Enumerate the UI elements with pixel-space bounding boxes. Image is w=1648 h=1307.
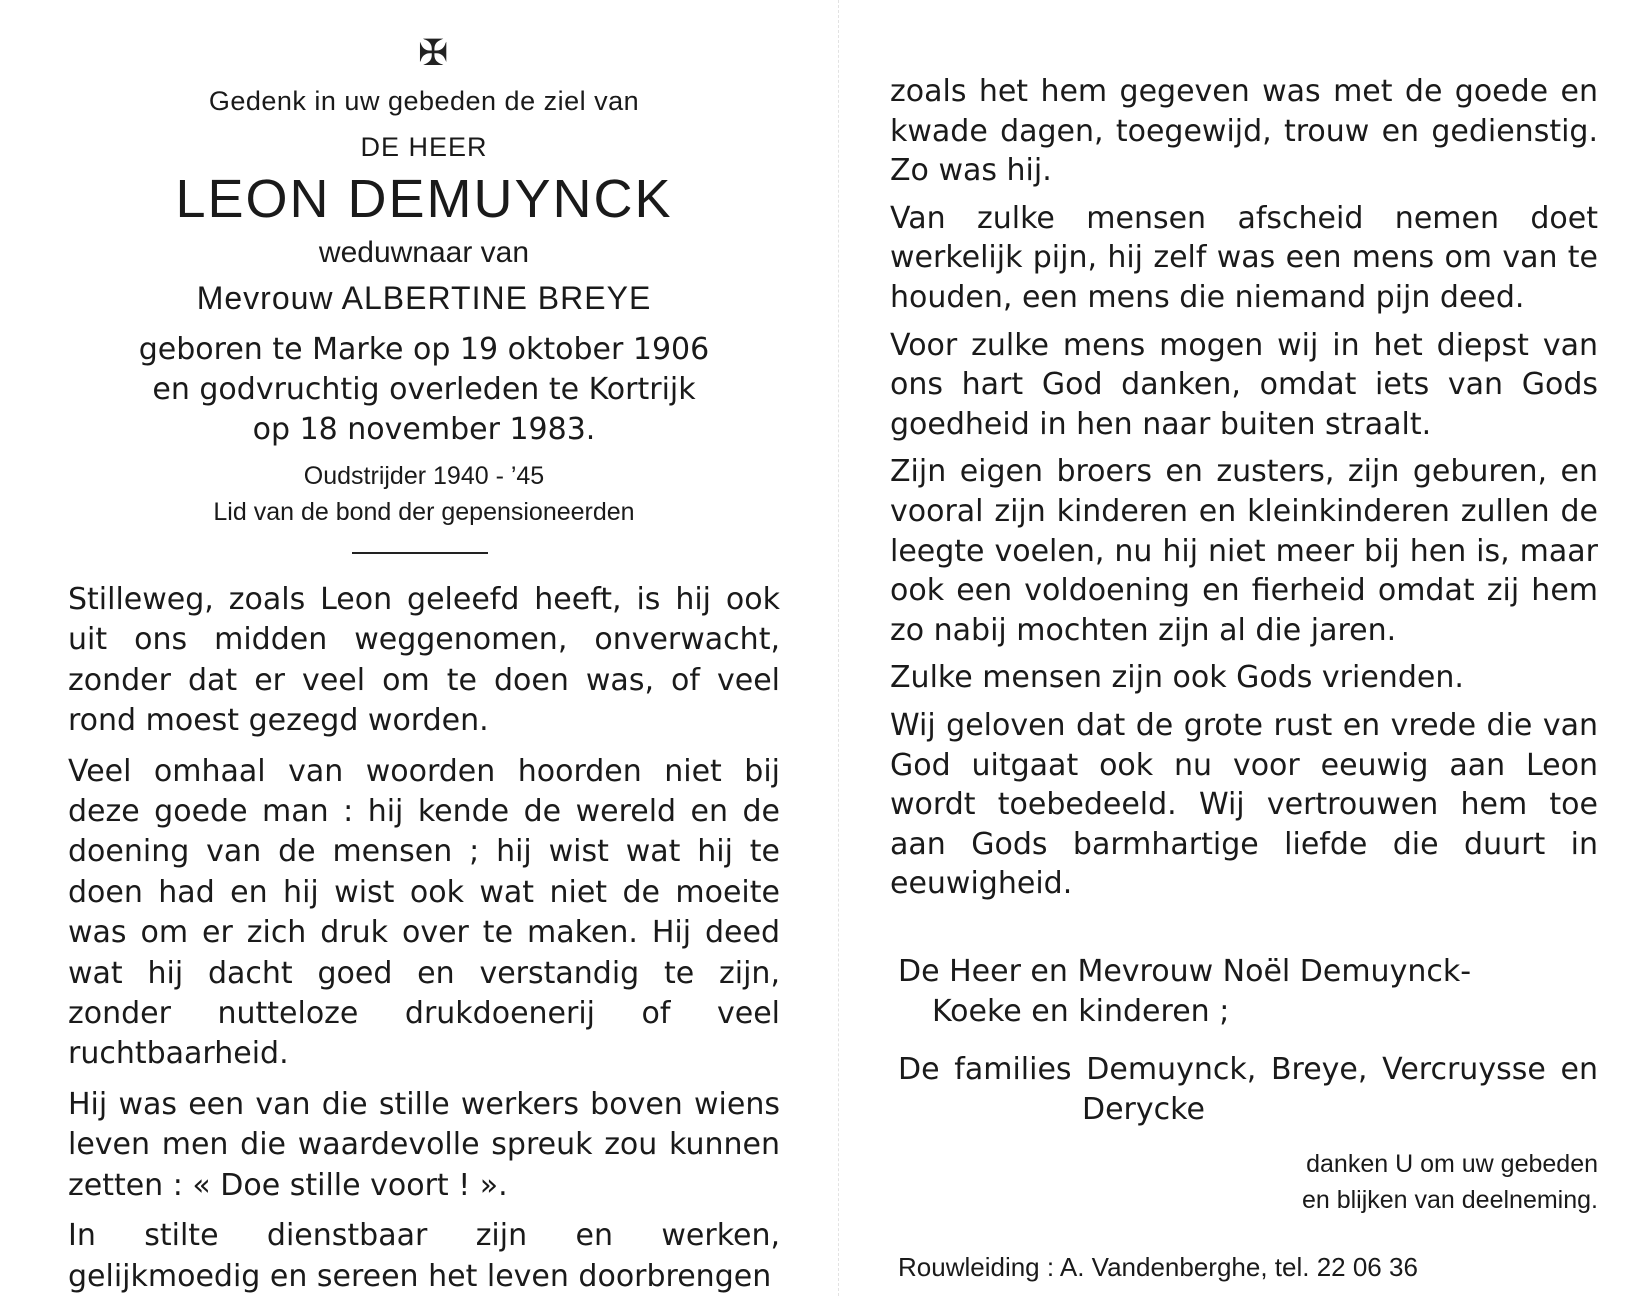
left-paragraph: Veel omhaal van woorden hoorden niet bij deze goede man : hij kende de wereld en de doening van de mensen ; hij wist wat hij te doen had en hij wist ook wat niet de moeite was om er zich druk over te maken. Hij deed wat hij dacht goed en verstandig te zijn, zonder nutteloze drukdoenerij of veel ruchtbaarheid. [68, 753, 780, 1072]
fold-line [838, 0, 839, 1296]
spouse-name: Mevrouw ALBERTINE BREYE [196, 280, 652, 316]
right-paragraph: zoals het hem gegeven was met de goede en kwade dagen, toegewijd, trouw en gedienstig. Zo was hij. [890, 74, 1598, 189]
family-line-2: Koeke en kinderen ; [932, 994, 1230, 1029]
right-paragraph: Van zulke mensen afscheid nemen doet werkelijk pijn, hij zelf was een mens om van te houden, een mens die niemand pijn deed. [890, 200, 1598, 315]
right-paragraph: Voor zulke mens mogen wij in het diepst van ons hart God danken, omdat iets van Gods goedheid in hen naar buiten straalt. [890, 327, 1598, 442]
thanks-line-2: en blijken van deelneming. [1301, 1186, 1598, 1214]
family-line-4: Derycke [1082, 1092, 1205, 1127]
died-date-line: op 18 november 1983. [252, 412, 596, 447]
right-paragraph: Zulke mensen zijn ook Gods vrienden. [890, 660, 1464, 696]
veteran-line: Oudstrijder 1940 - ’45 [303, 462, 545, 490]
right-paragraph: Zijn eigen broers en zusters, zijn geburen, en vooral zijn kinderen en kleinkinderen zullen de leegte voelen, nu hij niet meer bij hen is, maar ook een voldoening en fierheid omdat zij hem zo nabij mochten zijn al die jaren. [890, 454, 1598, 648]
died-line: en godvruchtig overleden te Kortrijk [152, 372, 696, 407]
left-paragraph: In stilte dienstbaar zijn en werken, gelijkmoedig en sereen het leven doorbrengen [68, 1218, 780, 1294]
left-text-column [68, 580, 780, 1307]
family-line-1: De Heer en Mevrouw Noël Demuynck- [898, 954, 1472, 989]
cross-icon: ✠ [418, 33, 449, 74]
right-text-column [890, 72, 1598, 912]
gedenk-line: Gedenk in uw gebeden de ziel van [208, 86, 640, 116]
divider [352, 552, 488, 554]
right-paragraph: Wij geloven dat de grote rust en vrede die van God uitgaat ook nu voor eeuwig aan Leon wordt toebedeeld. Wij vertrouwen hem toe aan Gods barmhartige liefde die duurt in eeuwigheid. [890, 707, 1598, 902]
title-line: DE HEER [360, 132, 488, 162]
left-paragraph: Stilleweg, zoals Leon geleefd heeft, is hij ook uit ons midden weggenomen, onverwacht, zonder dat er veel om te doen was, of veel rond moest gezegd worden. [68, 582, 780, 739]
widower-line: weduwnaar van [318, 236, 530, 269]
deceased-name: LEON DEMUYNCK [175, 169, 673, 229]
thanks-block [1302, 1146, 1598, 1218]
left-paragraph: Hij was een van die stille werkers boven wiens leven men die waardevolle spreuk zou kunnen zetten : « Doe stille voort ! ». [68, 1086, 780, 1203]
family-line-3: De families Demuynck, Breye, Vercruysse en [898, 1052, 1598, 1087]
birth-death-block [68, 330, 780, 450]
roles-block [68, 458, 780, 530]
funeral-director: Rouwleiding : A. Vandenberghe, tel. 22 06 36 [898, 1252, 1418, 1282]
thanks-line-1: danken U om uw gebeden [1306, 1150, 1598, 1178]
born-line: geboren te Marke op 19 oktober 1906 [138, 332, 710, 367]
member-line: Lid van de bond der gepensioneerden [213, 498, 635, 526]
